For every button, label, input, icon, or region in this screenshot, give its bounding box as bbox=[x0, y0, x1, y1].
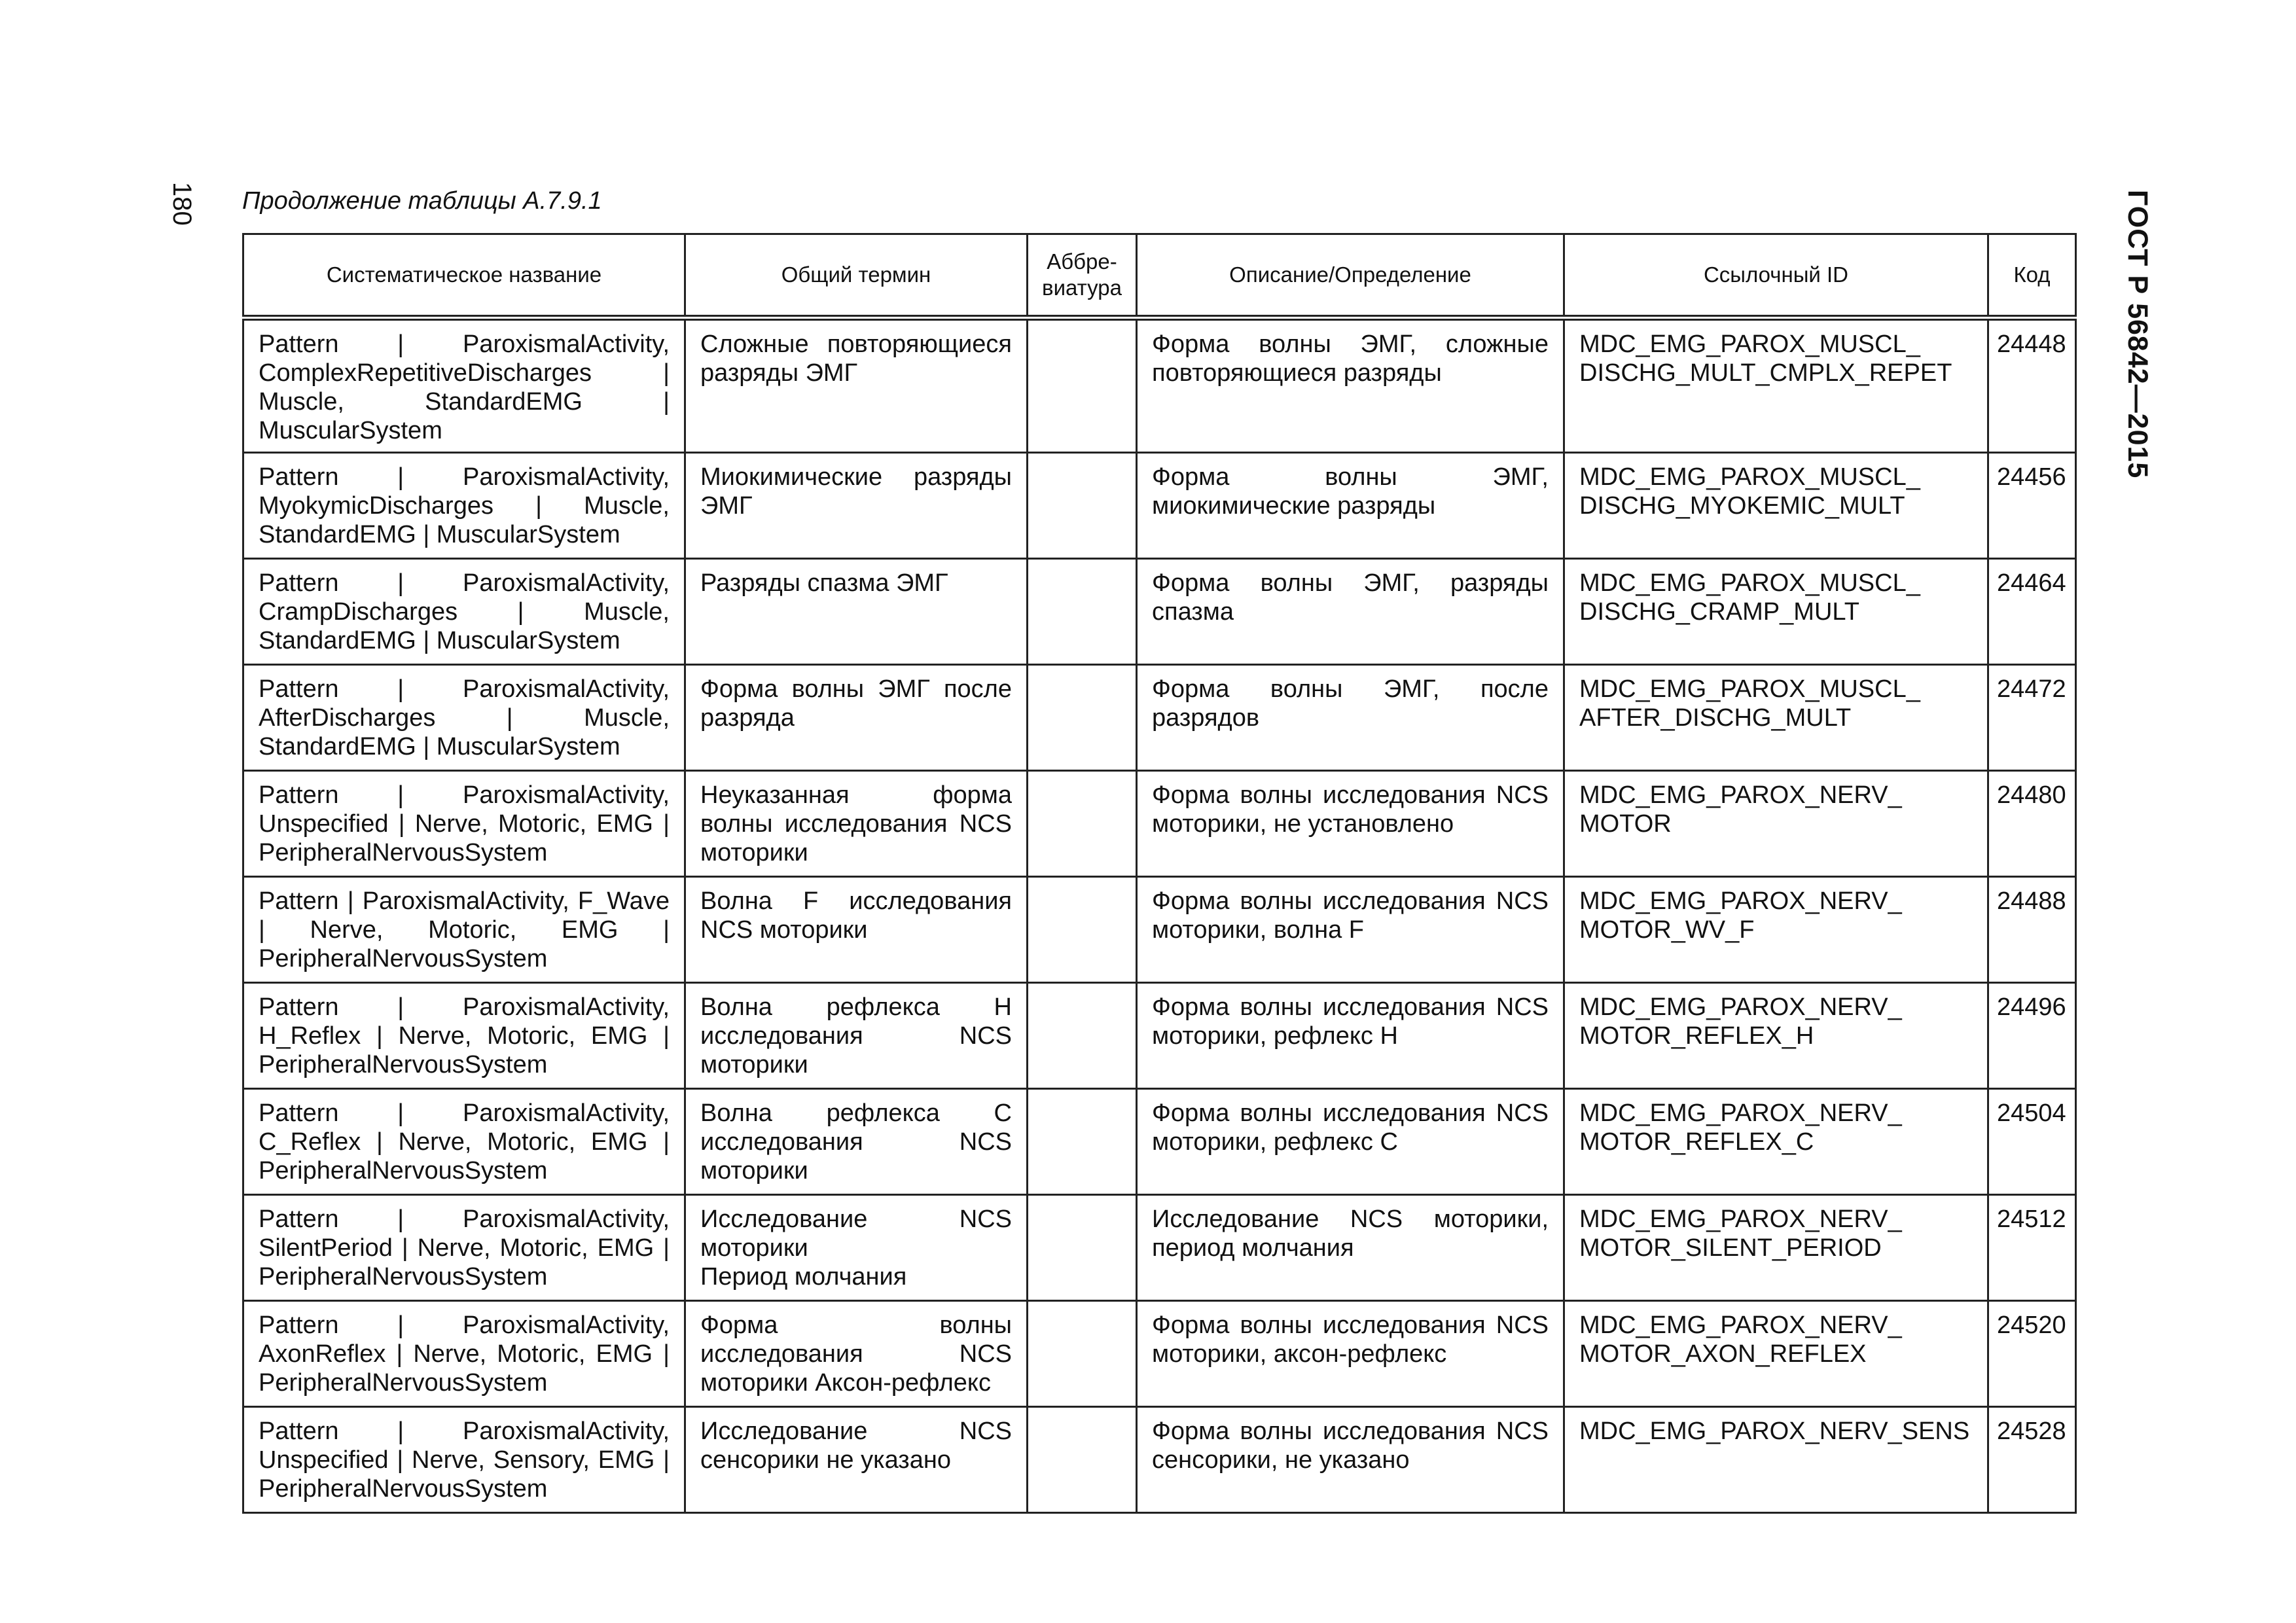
table-row bbox=[243, 453, 2076, 559]
table-row bbox=[243, 665, 2076, 771]
cell-systematic-name: Pattern | ParoxismalActivity, C_Reflex | Nerve, Motoric, EMG | PeripheralNervousSystem bbox=[243, 1089, 685, 1195]
cell-common-term: Волна рефлекса Н исследования NCS моторики bbox=[685, 983, 1028, 1089]
cell-description: Форма волны исследования NCS моторики, не установлено bbox=[1137, 771, 1564, 877]
page-number: 180 bbox=[168, 182, 196, 226]
cell-description: Форма волны исследования NCS моторики, волна F bbox=[1137, 877, 1564, 983]
cell-reference-id: MDC_EMG_PAROX_NERV_ MOTOR_SILENT_PERIOD bbox=[1564, 1195, 1988, 1301]
cell-description: Форма волны ЭМГ, сложные повторяющиеся разряды bbox=[1137, 318, 1564, 453]
document-code: ГОСТ Р 56842—2015 bbox=[2122, 190, 2153, 479]
cell-common-term: Разряды спазма ЭМГ bbox=[685, 559, 1028, 665]
cell-code: 24512 bbox=[1988, 1195, 2076, 1301]
cell-common-term: Форма волны исследования NCS моторики Аксон-рефлекс bbox=[685, 1301, 1028, 1407]
cell-abbreviation bbox=[1028, 1195, 1137, 1301]
cell-systematic-name: Pattern | ParoxismalActivity, CrampDischarges | Muscle, StandardEMG | MuscularSystem bbox=[243, 559, 685, 665]
header-code: Код bbox=[1988, 234, 2076, 318]
table-row bbox=[243, 877, 2076, 983]
cell-reference-id: MDC_EMG_PAROX_NERV_ MOTOR_WV_F bbox=[1564, 877, 1988, 983]
cell-systematic-name: Pattern | ParoxismalActivity, H_Reflex | Nerve, Motoric, EMG | PeripheralNervousSystem bbox=[243, 983, 685, 1089]
cell-code: 24496 bbox=[1988, 983, 2076, 1089]
cell-common-term: Исследование NCS сенсорики не указано bbox=[685, 1407, 1028, 1513]
cell-common-term: Сложные повторяющиеся разряды ЭМГ bbox=[685, 318, 1028, 453]
cell-code: 24528 bbox=[1988, 1407, 2076, 1513]
cell-description: Форма волны исследования NCS сенсорики, не указано bbox=[1137, 1407, 1564, 1513]
cell-code: 24472 bbox=[1988, 665, 2076, 771]
cell-systematic-name: Pattern | ParoxismalActivity, F_Wave | Nerve, Motoric, EMG | PeripheralNervousSystem bbox=[243, 877, 685, 983]
table-row bbox=[243, 1407, 2076, 1513]
cell-abbreviation bbox=[1028, 318, 1137, 453]
table-caption: Продолжение таблицы А.7.9.1 bbox=[242, 187, 602, 215]
cell-abbreviation bbox=[1028, 559, 1137, 665]
header-reference-id: Ссылочный ID bbox=[1564, 234, 1988, 318]
cell-description: Форма волны исследования NCS моторики, рефлекс Н bbox=[1137, 983, 1564, 1089]
header-description: Описание/Определение bbox=[1137, 234, 1564, 318]
table-header-row bbox=[243, 234, 2076, 318]
cell-systematic-name: Pattern | ParoxismalActivity, AxonReflex | Nerve, Motoric, EMG | PeripheralNervousSystem bbox=[243, 1301, 685, 1407]
table-row bbox=[243, 1089, 2076, 1195]
cell-systematic-name: Pattern | ParoxismalActivity, Unspecified | Nerve, Motoric, EMG | PeripheralNervousSystem bbox=[243, 771, 685, 877]
table-row bbox=[243, 1195, 2076, 1301]
cell-common-term: Волна F исследования NCS моторики bbox=[685, 877, 1028, 983]
cell-systematic-name: Pattern | ParoxismalActivity, ComplexRepetitiveDischarges | Muscle, StandardEMG | MuscularSystem bbox=[243, 318, 685, 453]
cell-code: 24488 bbox=[1988, 877, 2076, 983]
cell-abbreviation bbox=[1028, 877, 1137, 983]
cell-code: 24456 bbox=[1988, 453, 2076, 559]
cell-abbreviation bbox=[1028, 1089, 1137, 1195]
table-row bbox=[243, 771, 2076, 877]
cell-common-term: Миокимические разряды ЭМГ bbox=[685, 453, 1028, 559]
cell-reference-id: MDC_EMG_PAROX_NERV_ MOTOR bbox=[1564, 771, 1988, 877]
cell-reference-id: MDC_EMG_PAROX_MUSCL_ AFTER_DISCHG_MULT bbox=[1564, 665, 1988, 771]
cell-description: Форма волны исследования NCS моторики, аксон-рефлекс bbox=[1137, 1301, 1564, 1407]
cell-description: Форма волны ЭМГ, миокимические разряды bbox=[1137, 453, 1564, 559]
cell-systematic-name: Pattern | ParoxismalActivity, MyokymicDischarges | Muscle, StandardEMG | MuscularSystem bbox=[243, 453, 685, 559]
table-row bbox=[243, 983, 2076, 1089]
cell-reference-id: MDC_EMG_PAROX_NERV_ MOTOR_REFLEX_C bbox=[1564, 1089, 1988, 1195]
cell-code: 24448 bbox=[1988, 318, 2076, 453]
cell-common-term: Форма волны ЭМГ после разряда bbox=[685, 665, 1028, 771]
cell-systematic-name: Pattern | ParoxismalActivity, AfterDischarges | Muscle, StandardEMG | MuscularSystem bbox=[243, 665, 685, 771]
header-abbreviation: Аббре- виатура bbox=[1028, 234, 1137, 318]
table-row bbox=[243, 318, 2076, 453]
cell-reference-id: MDC_EMG_PAROX_MUSCL_ DISCHG_MYOKEMIC_MULT bbox=[1564, 453, 1988, 559]
cell-description: Форма волны исследования NCS моторики, рефлекс С bbox=[1137, 1089, 1564, 1195]
cell-abbreviation bbox=[1028, 983, 1137, 1089]
cell-reference-id: MDC_EMG_PAROX_MUSCL_ DISCHG_CRAMP_MULT bbox=[1564, 559, 1988, 665]
cell-abbreviation bbox=[1028, 1407, 1137, 1513]
cell-reference-id: MDC_EMG_PAROX_NERV_ MOTOR_AXON_REFLEX bbox=[1564, 1301, 1988, 1407]
cell-common-term: Неуказанная форма волны исследования NCS моторики bbox=[685, 771, 1028, 877]
cell-reference-id: MDC_EMG_PAROX_NERV_ MOTOR_REFLEX_H bbox=[1564, 983, 1988, 1089]
cell-abbreviation bbox=[1028, 771, 1137, 877]
cell-reference-id: MDC_EMG_PAROX_NERV_SENS bbox=[1564, 1407, 1988, 1513]
cell-systematic-name: Pattern | ParoxismalActivity, SilentPeriod | Nerve, Motoric, EMG | PeripheralNervousSystem bbox=[243, 1195, 685, 1301]
cell-code: 24480 bbox=[1988, 771, 2076, 877]
cell-common-term: Исследование NCS моторики Период молчания bbox=[685, 1195, 1028, 1301]
header-systematic-name: Систематическое название bbox=[243, 234, 685, 318]
cell-description: Форма волны ЭМГ, после разрядов bbox=[1137, 665, 1564, 771]
cell-systematic-name: Pattern | ParoxismalActivity, Unspecified | Nerve, Sensory, EMG | PeripheralNervousSystem bbox=[243, 1407, 685, 1513]
cell-common-term: Волна рефлекса С исследования NCS моторики bbox=[685, 1089, 1028, 1195]
cell-code: 24464 bbox=[1988, 559, 2076, 665]
table-row bbox=[243, 559, 2076, 665]
cell-description: Форма волны ЭМГ, разряды спазма bbox=[1137, 559, 1564, 665]
cell-reference-id: MDC_EMG_PAROX_MUSCL_ DISCHG_MULT_CMPLX_REPET bbox=[1564, 318, 1988, 453]
table-row bbox=[243, 1301, 2076, 1407]
cell-code: 24504 bbox=[1988, 1089, 2076, 1195]
cell-abbreviation bbox=[1028, 1301, 1137, 1407]
cell-abbreviation bbox=[1028, 665, 1137, 771]
header-common-term: Общий термин bbox=[685, 234, 1028, 318]
cell-code: 24520 bbox=[1988, 1301, 2076, 1407]
cell-description: Исследование NCS моторики, период молчания bbox=[1137, 1195, 1564, 1301]
terms-table bbox=[242, 233, 2077, 1514]
cell-abbreviation bbox=[1028, 453, 1137, 559]
table-body bbox=[243, 318, 2076, 1513]
